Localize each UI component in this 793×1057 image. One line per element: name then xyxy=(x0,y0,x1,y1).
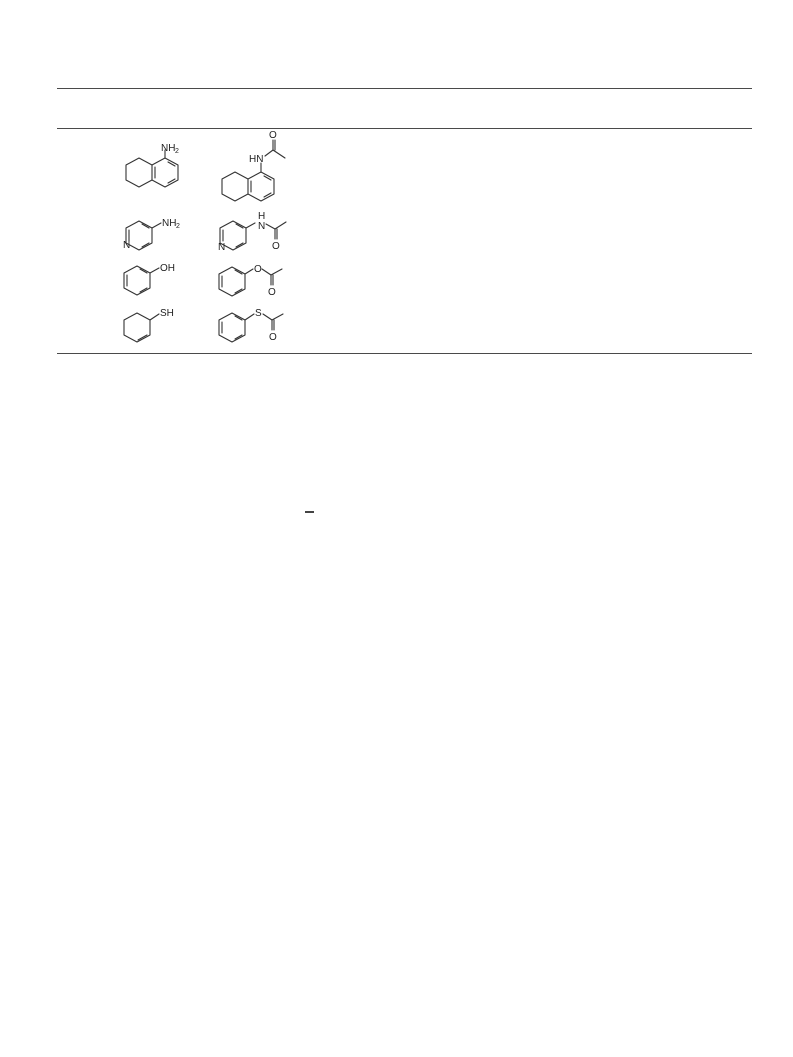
phenyl-acetate-structure-icon xyxy=(212,258,302,300)
amide-nh-label: HN xyxy=(249,154,264,165)
table-bottom-rule xyxy=(57,353,752,354)
tetrahydronaphthylamine-structure-icon xyxy=(110,138,190,198)
amine-subscript: 2 xyxy=(176,223,180,230)
table-header-rule xyxy=(57,128,752,129)
4-aminopyridine-structure-icon xyxy=(115,213,190,253)
carbonyl-o-label: O xyxy=(269,332,277,343)
tetrahydronaphthyl-acetamide-structure-icon xyxy=(205,128,305,208)
thioester-s-label: S xyxy=(255,308,262,319)
thiol-label: SH xyxy=(160,308,174,319)
hydroxyl-label: OH xyxy=(160,263,175,274)
amide-n-label: N xyxy=(258,221,266,232)
ester-o-label: O xyxy=(254,264,262,275)
phenol-structure-icon xyxy=(118,258,183,298)
stray-mark xyxy=(305,511,314,513)
amine-label: NH xyxy=(162,218,177,229)
carbonyl-o-label: O xyxy=(268,287,276,298)
4-acetamidopyridine-structure-icon xyxy=(210,208,305,258)
pyridine-n-label: N xyxy=(218,242,226,253)
carbonyl-o-label: O xyxy=(269,130,277,141)
amine-label: NH xyxy=(161,143,176,154)
phenyl-thioacetate-structure-icon xyxy=(212,301,302,346)
pyridine-n-label: N xyxy=(123,240,131,251)
amine-subscript: 2 xyxy=(175,148,179,155)
amide-h-label: H xyxy=(258,211,266,222)
table-top-rule xyxy=(57,88,752,89)
carbonyl-o-label: O xyxy=(272,241,280,252)
cyclohexadiene-thiol-structure-icon xyxy=(115,303,185,348)
